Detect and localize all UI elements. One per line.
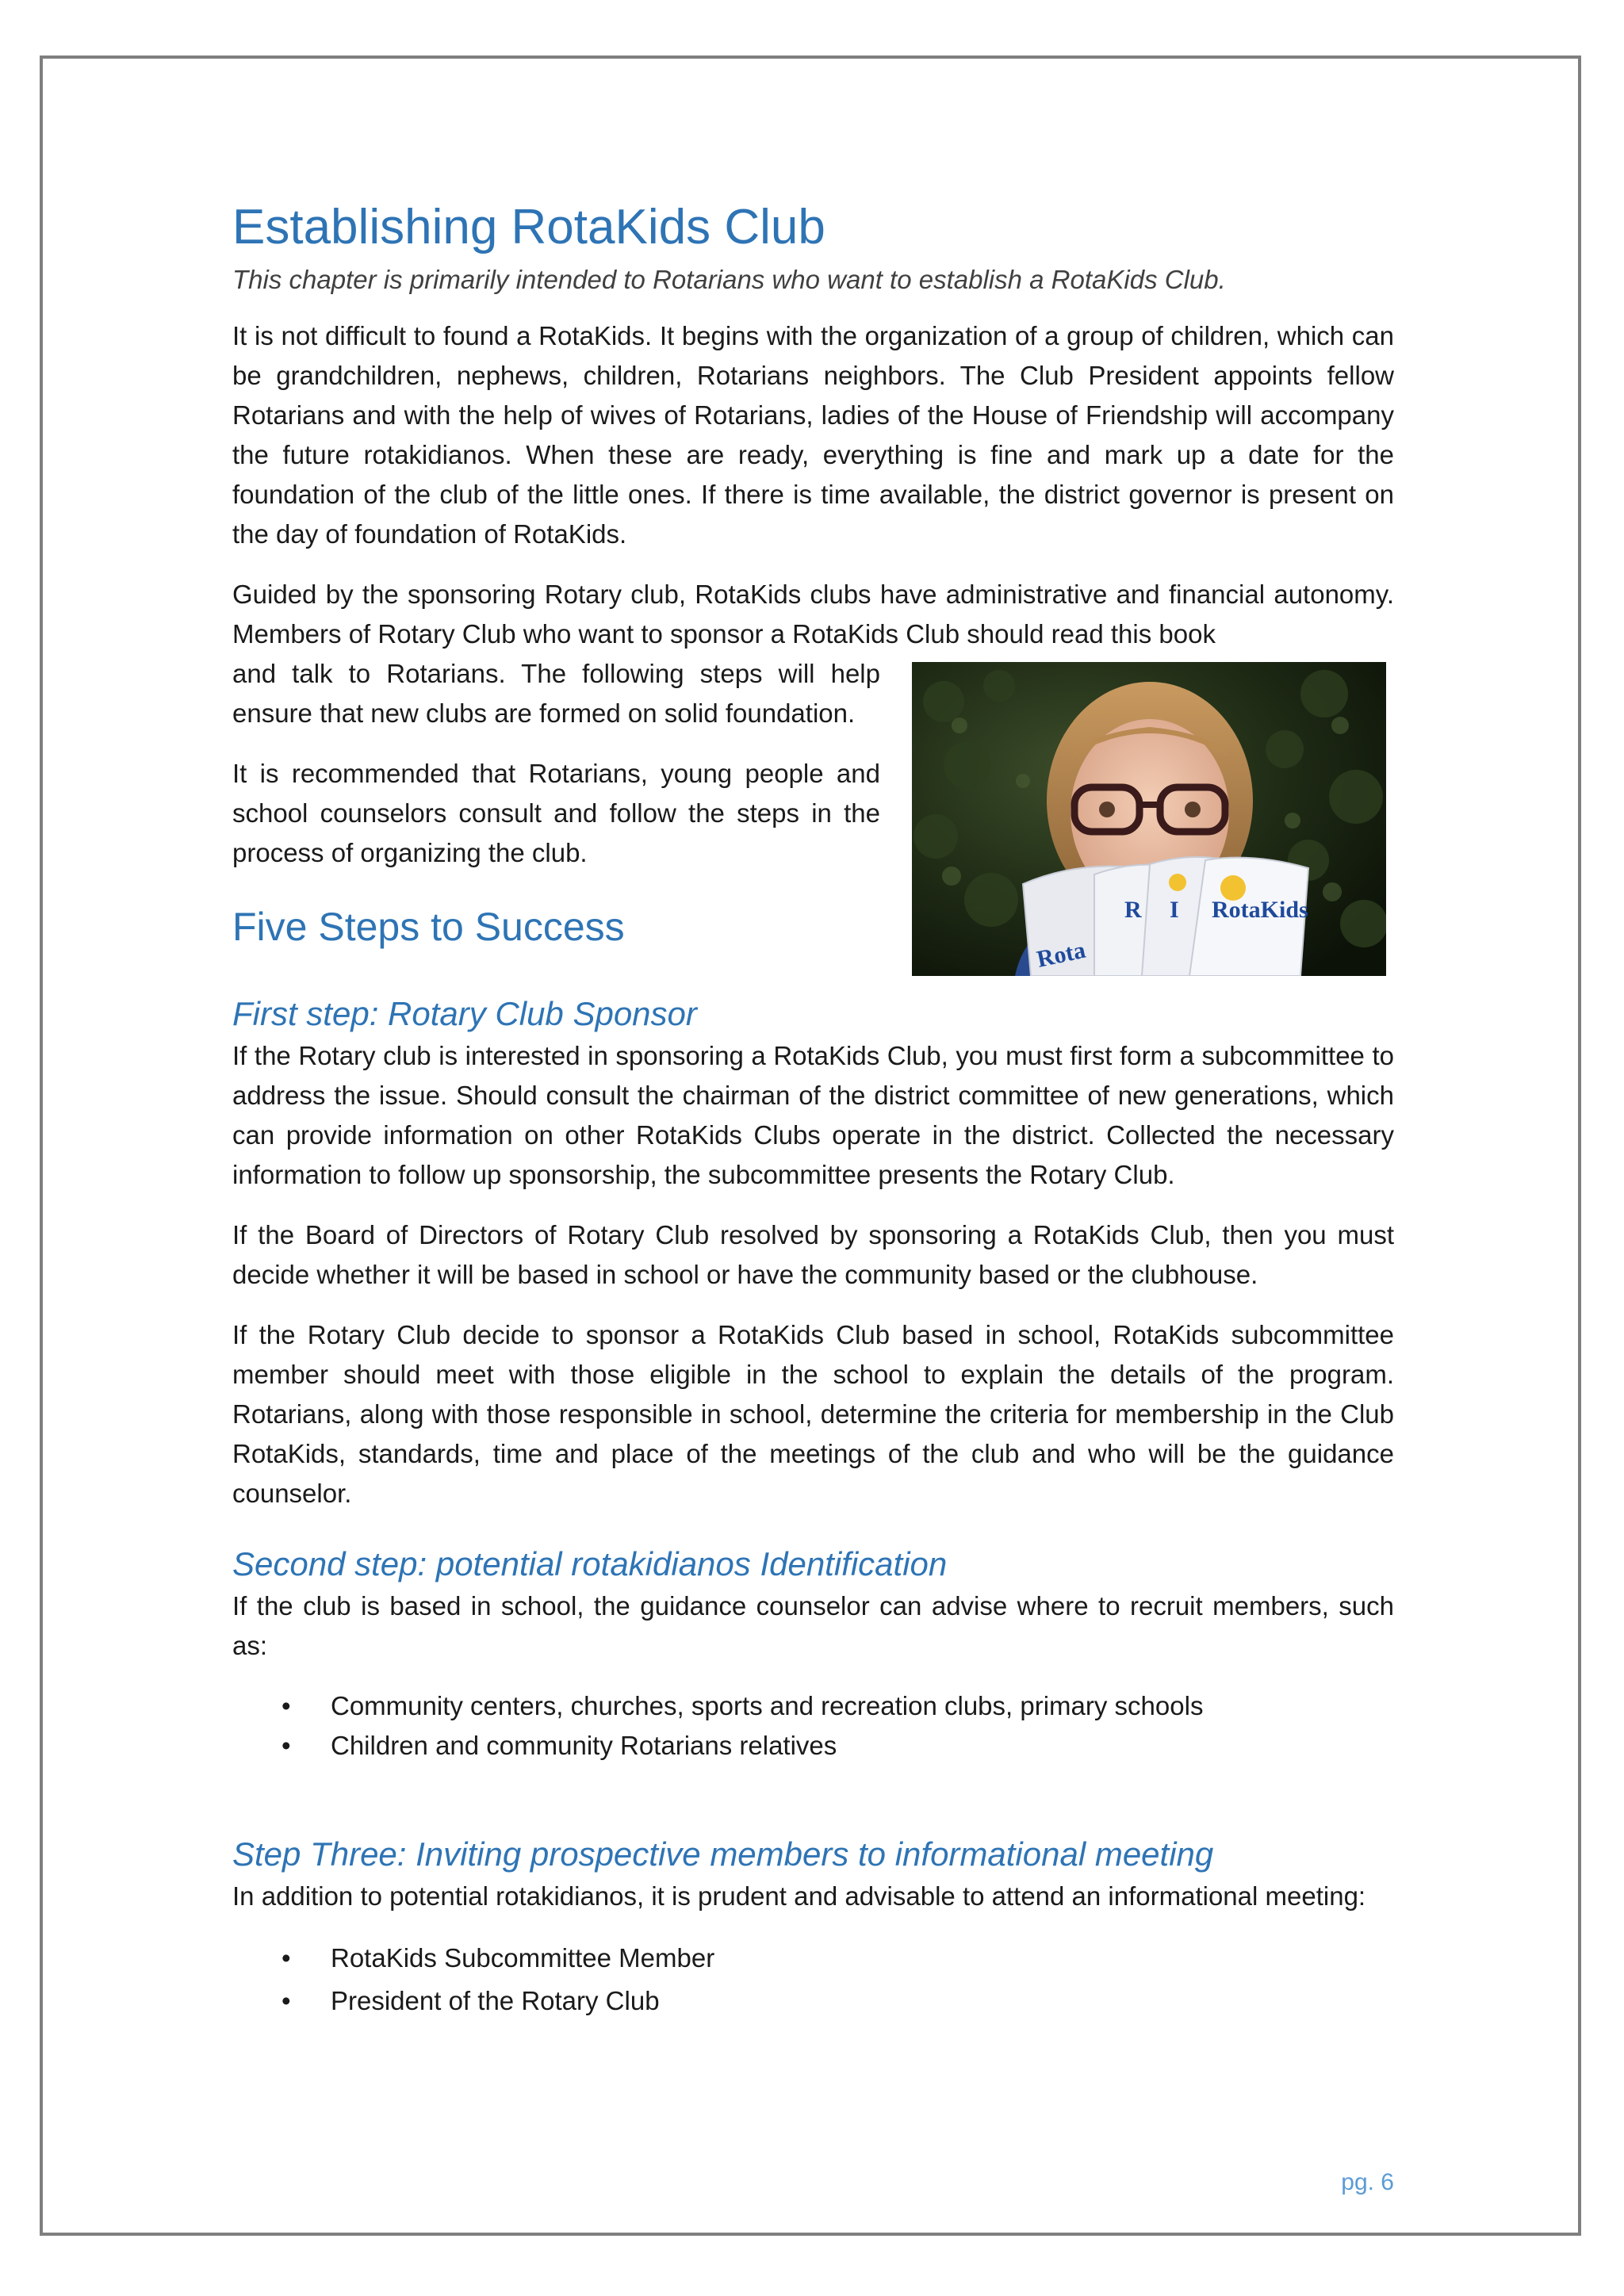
list-item-text: Children and community Rotarians relatives [331, 1731, 837, 1760]
step1-paragraph-1: If the Rotary club is interested in sponsoring a RotaKids Club, you must first form a subcommittee to address the issue. Should consult the chairman of the district committee of new generations, which can provide information on other RotaKids Clubs operate in the district. Collected the necessary information to follow up sponsorship, the subcommittee presents the Rotary Club. [232, 1041, 1394, 1189]
intro-paragraph-2-text: Guided by the sponsoring Rotary club, RotaKids clubs have administrative and financial autonomy. Members of Rotary Club who want to sponsor a RotaKids Club should read this book [232, 580, 1394, 649]
step2-paragraph: If the club is based in school, the guidance counselor can advise where to recruit members, such as: [232, 1591, 1394, 1660]
photo-illustration [912, 662, 1386, 976]
list-item-text: President of the Rotary Club [331, 1986, 660, 2015]
step3-bullet-list [232, 1937, 1394, 2022]
bullet-icon: • [282, 1943, 291, 1973]
step1-paragraph-3: If the Rotary Club decide to sponsor a RotaKids Club based in school, RotaKids subcommittee member should meet with those eligible in the school to explain the details of the program. Rotarians, along with those responsible in school, determine the criteria for membership in the Club RotaKids, standards, time and place of the meetings of the club and who will be the guidance counselor. [232, 1320, 1394, 1508]
leaflet-text-4: RotaKids [1212, 897, 1308, 923]
list-item [282, 1726, 1394, 1766]
bullet-icon: • [282, 1731, 291, 1760]
list-item [282, 1980, 1394, 2022]
section-heading-five-steps: Five Steps to Success [232, 905, 625, 949]
intro-paragraph-2-lead [232, 575, 1394, 654]
intro-paragraph-1: It is not difficult to found a RotaKids. It begins with the organization of a group of children, which can be grandchildren, nephews, children, Rotarians neighbors. The Club President appoints fellow Rotarians and with the help of wives of Rotarians, ladies of the House of Friendship will accompany the future rotakidianos. When these are ready, everything is fine and mark up a date for the foundation of the club of the little ones. If there is time available, the district governor is present on the day of foundation of RotaKids. [232, 321, 1394, 549]
list-item [282, 1686, 1394, 1726]
step3-heading: Step Three: Inviting prospective members to informational meeting [232, 1835, 1214, 1873]
page-title: Establishing RotaKids Club [232, 200, 825, 254]
leaflet-text-3: I [1170, 897, 1179, 923]
step1-paragraph-2: If the Board of Directors of Rotary Club resolved by sponsoring a RotaKids Club, then you must decide whether it will be based in school or have the community based or the clubhouse. [232, 1220, 1394, 1289]
bullet-icon: • [282, 1691, 291, 1720]
list-item [282, 1937, 1394, 1980]
page-number: pg. 6 [1341, 2169, 1394, 2195]
bullet-icon: • [282, 1986, 291, 2015]
chapter-subtitle: This chapter is primarily intended to Rotarians who want to establish a RotaKids Club. [232, 265, 1226, 294]
document-body [232, 194, 1394, 2022]
list-item-text: Community centers, churches, sports and recreation clubs, primary schools [331, 1691, 1204, 1720]
step2-heading: Second step: potential rotakidianos Identification [232, 1545, 948, 1582]
step2-bullet-list [232, 1686, 1394, 1766]
list-item-text: RotaKids Subcommittee Member [331, 1943, 715, 1973]
leaflet-text-1: Rota [1034, 936, 1088, 973]
step3-paragraph: In addition to potential rotakidianos, it is prudent and advisable to attend an informational meeting: [232, 1881, 1366, 1911]
intro-paragraph-3: It is recommended that Rotarians, young people and school counselors consult and follow the steps in the process of organizing the club. [232, 759, 880, 867]
intro-paragraph-2-continued: and talk to Rotarians. The following steps will help ensure that new clubs are formed on solid foundation. [232, 659, 880, 728]
leaflet-text-2: R [1124, 897, 1142, 923]
step1-heading: First step: Rotary Club Sponsor [232, 995, 697, 1032]
child-with-leaflets-photo [912, 662, 1386, 976]
